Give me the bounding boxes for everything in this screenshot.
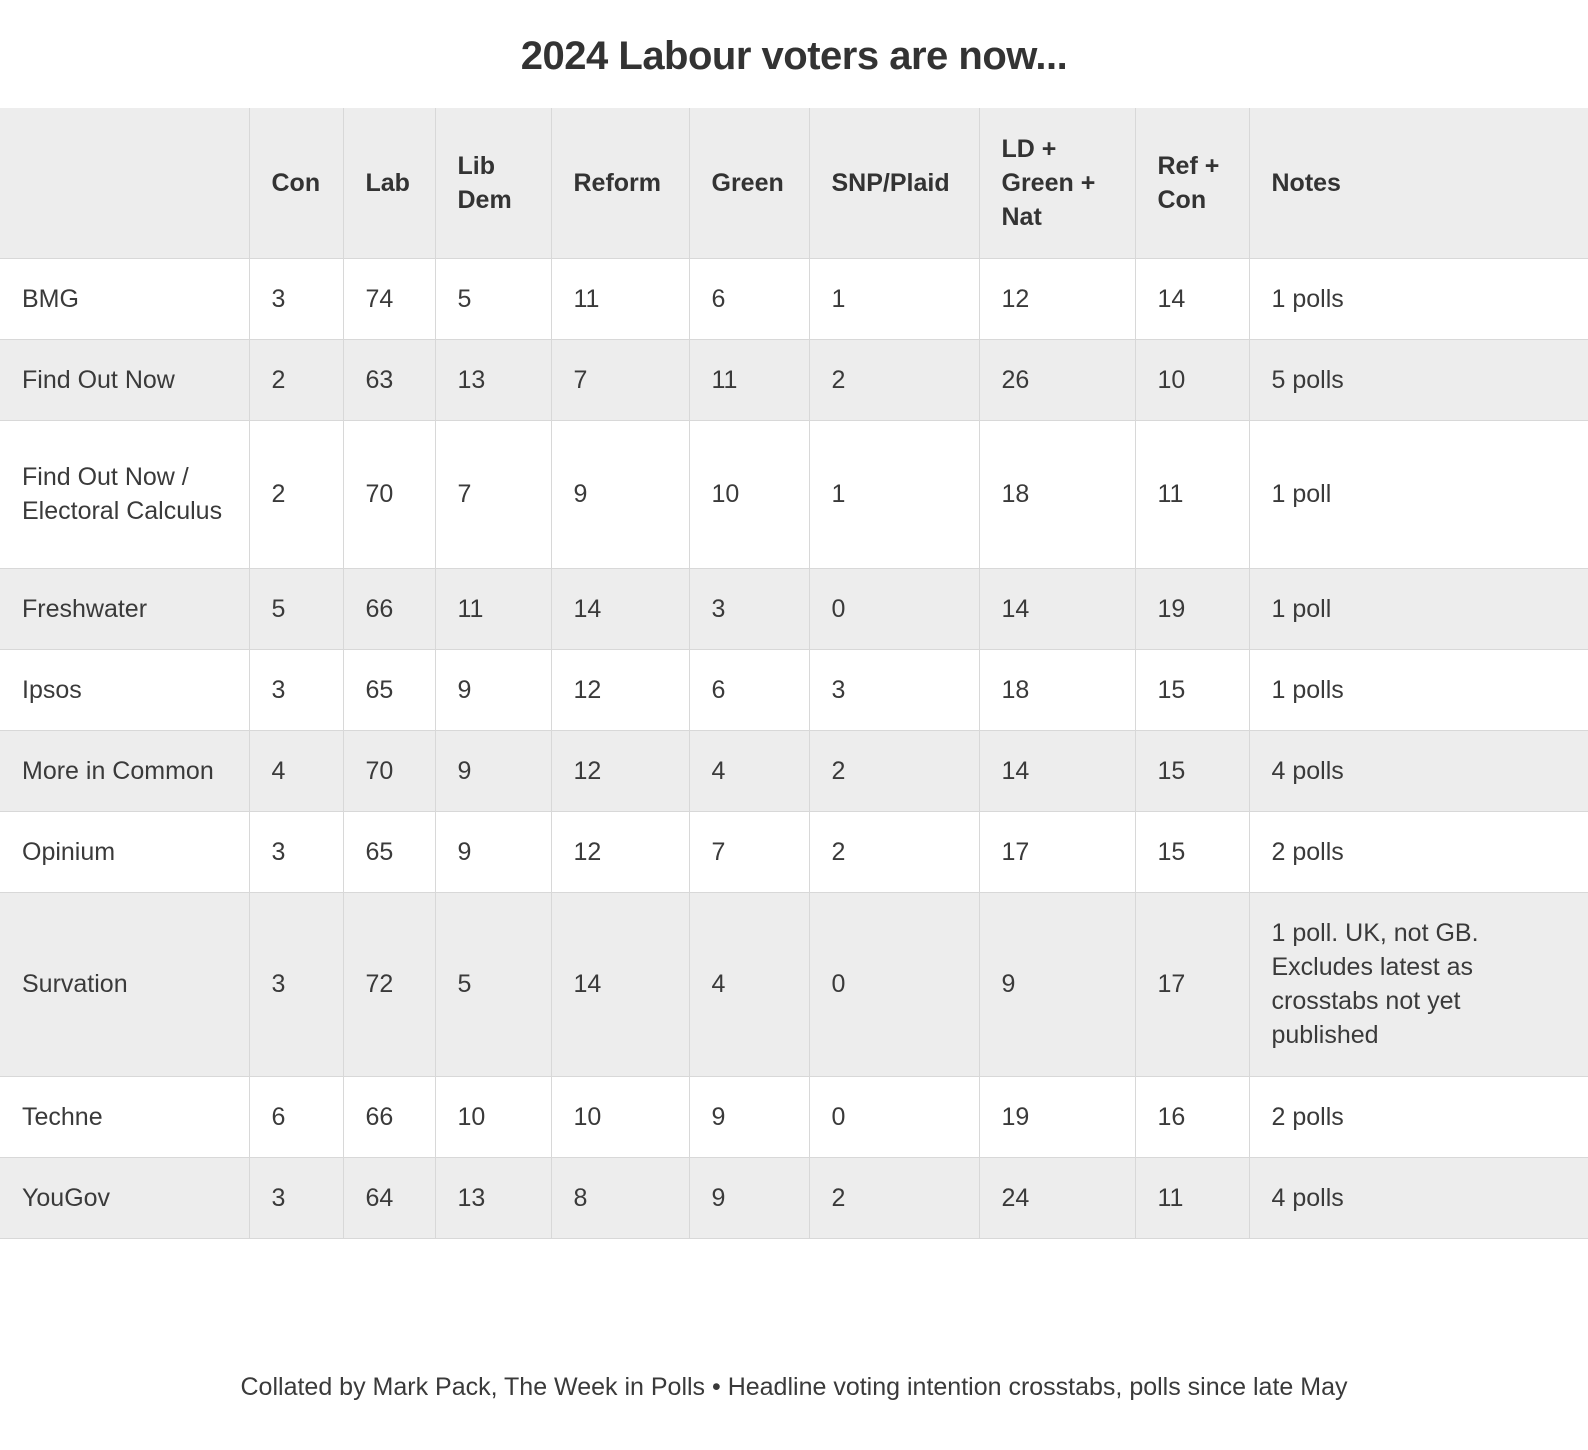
cell-green: 9 bbox=[689, 1157, 809, 1238]
cell-lab: 63 bbox=[343, 339, 435, 420]
cell-ld-green-nat: 14 bbox=[979, 730, 1135, 811]
column-header-reform: Reform bbox=[551, 108, 689, 258]
cell-con: 4 bbox=[249, 730, 343, 811]
cell-lab: 65 bbox=[343, 649, 435, 730]
table-row bbox=[0, 568, 1588, 649]
table-row bbox=[0, 649, 1588, 730]
cell-green: 3 bbox=[689, 568, 809, 649]
cell-con: 3 bbox=[249, 1157, 343, 1238]
cell-pollster: Opinium bbox=[0, 811, 249, 892]
cell-ref-con: 11 bbox=[1135, 1157, 1249, 1238]
cell-green: 10 bbox=[689, 420, 809, 568]
cell-reform: 14 bbox=[551, 568, 689, 649]
cell-con: 3 bbox=[249, 811, 343, 892]
cell-ref-con: 17 bbox=[1135, 892, 1249, 1076]
cell-lab: 64 bbox=[343, 1157, 435, 1238]
cell-reform: 7 bbox=[551, 339, 689, 420]
cell-notes: 4 polls bbox=[1249, 730, 1588, 811]
cell-ref-con: 11 bbox=[1135, 420, 1249, 568]
cell-notes: 5 polls bbox=[1249, 339, 1588, 420]
poll-table bbox=[0, 108, 1588, 1239]
cell-snp-plaid: 2 bbox=[809, 730, 979, 811]
cell-con: 2 bbox=[249, 420, 343, 568]
cell-green: 7 bbox=[689, 811, 809, 892]
cell-snp-plaid: 0 bbox=[809, 892, 979, 1076]
page-title: 2024 Labour voters are now... bbox=[520, 34, 1068, 78]
cell-green: 11 bbox=[689, 339, 809, 420]
cell-con: 6 bbox=[249, 1076, 343, 1157]
cell-con: 3 bbox=[249, 258, 343, 339]
cell-lab: 66 bbox=[343, 568, 435, 649]
table-row bbox=[0, 1076, 1588, 1157]
cell-pollster: More in Common bbox=[0, 730, 249, 811]
cell-lab: 70 bbox=[343, 420, 435, 568]
table-row bbox=[0, 892, 1588, 1076]
cell-lab: 74 bbox=[343, 258, 435, 339]
cell-ld-green-nat: 12 bbox=[979, 258, 1135, 339]
cell-notes: 1 poll bbox=[1249, 420, 1588, 568]
cell-snp-plaid: 3 bbox=[809, 649, 979, 730]
table-row bbox=[0, 730, 1588, 811]
cell-pollster: Survation bbox=[0, 892, 249, 1076]
table-row bbox=[0, 811, 1588, 892]
cell-con: 2 bbox=[249, 339, 343, 420]
cell-reform: 12 bbox=[551, 730, 689, 811]
cell-snp-plaid: 0 bbox=[809, 568, 979, 649]
cell-ld-green-nat: 9 bbox=[979, 892, 1135, 1076]
cell-reform: 12 bbox=[551, 811, 689, 892]
cell-ref-con: 15 bbox=[1135, 811, 1249, 892]
cell-ld-green-nat: 19 bbox=[979, 1076, 1135, 1157]
cell-green: 6 bbox=[689, 649, 809, 730]
cell-snp-plaid: 2 bbox=[809, 811, 979, 892]
cell-notes: 1 polls bbox=[1249, 649, 1588, 730]
cell-snp-plaid: 2 bbox=[809, 339, 979, 420]
cell-reform: 12 bbox=[551, 649, 689, 730]
cell-ref-con: 10 bbox=[1135, 339, 1249, 420]
cell-lab: 72 bbox=[343, 892, 435, 1076]
cell-libdem: 5 bbox=[435, 892, 551, 1076]
table-row bbox=[0, 420, 1588, 568]
cell-pollster: Techne bbox=[0, 1076, 249, 1157]
column-header-ld-green-nat: LD + Green + Nat bbox=[979, 108, 1135, 258]
footer-source: Collated by Mark Pack, The Week in Polls • Headline voting intention crosstabs, polls since late May bbox=[240, 1373, 1348, 1401]
cell-green: 4 bbox=[689, 892, 809, 1076]
column-header-lab: Lab bbox=[343, 108, 435, 258]
column-header-snp-plaid: SNP/Plaid bbox=[809, 108, 979, 258]
cell-notes: 2 polls bbox=[1249, 1076, 1588, 1157]
cell-ld-green-nat: 24 bbox=[979, 1157, 1135, 1238]
cell-libdem: 9 bbox=[435, 730, 551, 811]
cell-ref-con: 16 bbox=[1135, 1076, 1249, 1157]
cell-ref-con: 19 bbox=[1135, 568, 1249, 649]
cell-ld-green-nat: 18 bbox=[979, 649, 1135, 730]
cell-pollster: Find Out Now / Electoral Calculus bbox=[0, 420, 249, 568]
cell-lab: 65 bbox=[343, 811, 435, 892]
cell-reform: 9 bbox=[551, 420, 689, 568]
cell-libdem: 13 bbox=[435, 339, 551, 420]
cell-snp-plaid: 2 bbox=[809, 1157, 979, 1238]
cell-ref-con: 15 bbox=[1135, 730, 1249, 811]
cell-libdem: 9 bbox=[435, 649, 551, 730]
cell-green: 6 bbox=[689, 258, 809, 339]
column-header-pollster bbox=[0, 108, 249, 258]
table-row bbox=[0, 258, 1588, 339]
cell-pollster: Freshwater bbox=[0, 568, 249, 649]
header-row bbox=[0, 108, 1588, 258]
cell-lab: 66 bbox=[343, 1076, 435, 1157]
cell-reform: 11 bbox=[551, 258, 689, 339]
cell-reform: 8 bbox=[551, 1157, 689, 1238]
cell-ref-con: 15 bbox=[1135, 649, 1249, 730]
cell-notes: 1 poll bbox=[1249, 568, 1588, 649]
cell-ref-con: 14 bbox=[1135, 258, 1249, 339]
cell-snp-plaid: 1 bbox=[809, 420, 979, 568]
cell-ld-green-nat: 26 bbox=[979, 339, 1135, 420]
cell-notes: 4 polls bbox=[1249, 1157, 1588, 1238]
cell-pollster: Find Out Now bbox=[0, 339, 249, 420]
table-row bbox=[0, 1157, 1588, 1238]
cell-snp-plaid: 1 bbox=[809, 258, 979, 339]
cell-pollster: BMG bbox=[0, 258, 249, 339]
cell-libdem: 5 bbox=[435, 258, 551, 339]
cell-libdem: 7 bbox=[435, 420, 551, 568]
column-header-ref-con: Ref + Con bbox=[1135, 108, 1249, 258]
cell-con: 3 bbox=[249, 649, 343, 730]
column-header-green: Green bbox=[689, 108, 809, 258]
cell-pollster: Ipsos bbox=[0, 649, 249, 730]
cell-green: 4 bbox=[689, 730, 809, 811]
cell-ld-green-nat: 18 bbox=[979, 420, 1135, 568]
cell-pollster: YouGov bbox=[0, 1157, 249, 1238]
column-header-con: Con bbox=[249, 108, 343, 258]
cell-con: 3 bbox=[249, 892, 343, 1076]
cell-ld-green-nat: 17 bbox=[979, 811, 1135, 892]
cell-green: 9 bbox=[689, 1076, 809, 1157]
column-header-notes: Notes bbox=[1249, 108, 1588, 258]
cell-libdem: 13 bbox=[435, 1157, 551, 1238]
cell-ld-green-nat: 14 bbox=[979, 568, 1135, 649]
cell-notes: 1 polls bbox=[1249, 258, 1588, 339]
cell-reform: 10 bbox=[551, 1076, 689, 1157]
cell-snp-plaid: 0 bbox=[809, 1076, 979, 1157]
cell-libdem: 9 bbox=[435, 811, 551, 892]
cell-con: 5 bbox=[249, 568, 343, 649]
cell-notes: 1 poll. UK, not GB. Excludes latest as crosstabs not yet published bbox=[1249, 892, 1588, 1076]
cell-lab: 70 bbox=[343, 730, 435, 811]
cell-libdem: 11 bbox=[435, 568, 551, 649]
cell-libdem: 10 bbox=[435, 1076, 551, 1157]
column-header-libdem: Lib Dem bbox=[435, 108, 551, 258]
cell-notes: 2 polls bbox=[1249, 811, 1588, 892]
cell-reform: 14 bbox=[551, 892, 689, 1076]
table-row bbox=[0, 339, 1588, 420]
